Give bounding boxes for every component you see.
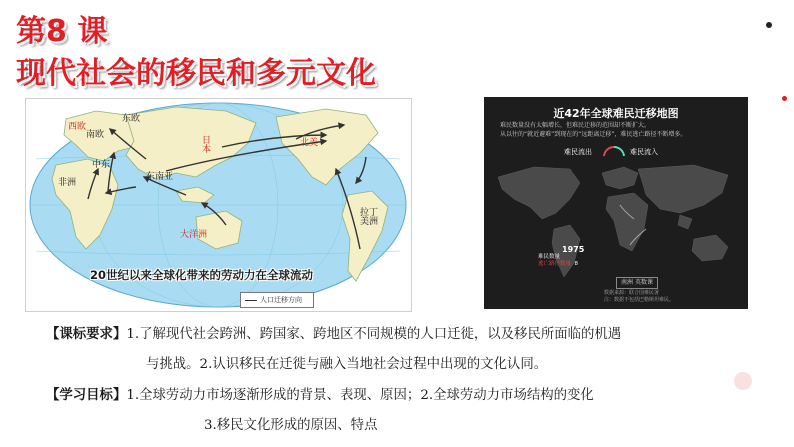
requirements-row-2 [146,353,547,372]
count-label: 难民数量 [538,254,561,260]
label-oceania: 大洋洲 [180,230,208,240]
decor-dot-pink [734,372,752,390]
labor-migration-map [25,98,412,312]
source-line-2: 注：数据不包括巴勒斯坦难民。 [604,297,675,303]
lesson-title: 现代社会的移民和多元文化 [16,56,376,91]
label-africa: 非洲 [58,178,77,188]
legend-inflow: 难民流入 [630,148,658,156]
map-legend [240,292,314,308]
label-east-europe: 东欧 [122,114,141,124]
objectives-label: 【学习目标】 [46,388,127,403]
route-label: 逃亡路径数量 [538,261,572,267]
map-caption: 20世纪以来全球化带来的劳动力在全球流动 [90,268,314,282]
data-source [604,290,674,304]
refugee-counts [538,254,578,268]
dark-world-map-graphic [484,159,748,289]
label-south-europe: 南欧 [86,130,105,140]
objectives-text-2: 3.移民文化形成的原因、特点 [204,418,378,433]
decor-dot-black [766,22,772,28]
requirements-text-1: 1.了解现代社会跨洲、跨国家、跨地区不同规模的人口迁徙，以及移民所面临的机遇 [126,327,622,342]
source-line-1: 数据来源：联合国难民署 [604,290,660,296]
label-middle-east: 中东 [92,160,111,170]
legend-outflow: 难民流出 [564,148,592,156]
objectives-text-1: 1.全球劳动力市场逐渐形成的背景、表现、原因；2.全球劳动力市场结构的变化 [126,388,594,403]
lesson-number: 第8 课 [16,14,108,49]
requirements-text-2: 与挑战。2.认识移民在迁徙与融入当地社会过程中出现的文化认同。 [146,357,548,372]
year-readout: 1975 [562,245,585,254]
route-value: 8 [574,261,579,267]
refugee-subtitle-1: 难民数量没有太幅增长，但难民迁移的范围却不断扩大。 [500,122,651,129]
label-latin-america: 拉丁美洲 [360,208,379,227]
refugee-subtitle-2: 从以往的“就近避难”到现在的“远距离迁移”，难民逃亡路径不断增多。 [500,131,687,138]
label-southeast-asia: 东南亚 [146,172,174,182]
requirements-label: 【课标要求】 [46,327,127,342]
objectives-row-2 [204,414,377,433]
flow-legend-icon [602,145,626,157]
requirements-row-1 [46,323,621,342]
arrow-line-icon [245,300,257,301]
refugee-map-title: 近42年全球难民迁移地图 [553,107,679,120]
publisher-badge: 南洲 英数课 [616,277,658,289]
decor-dot-red [782,96,787,101]
legend-text: 人口迁移方向 [260,296,302,304]
label-west-europe: 西欧 [68,122,87,132]
label-japan: 日本 [202,136,212,155]
objectives-row-1 [46,384,594,403]
label-north-america: 北美 [300,138,319,148]
refugee-migration-map [484,97,748,309]
